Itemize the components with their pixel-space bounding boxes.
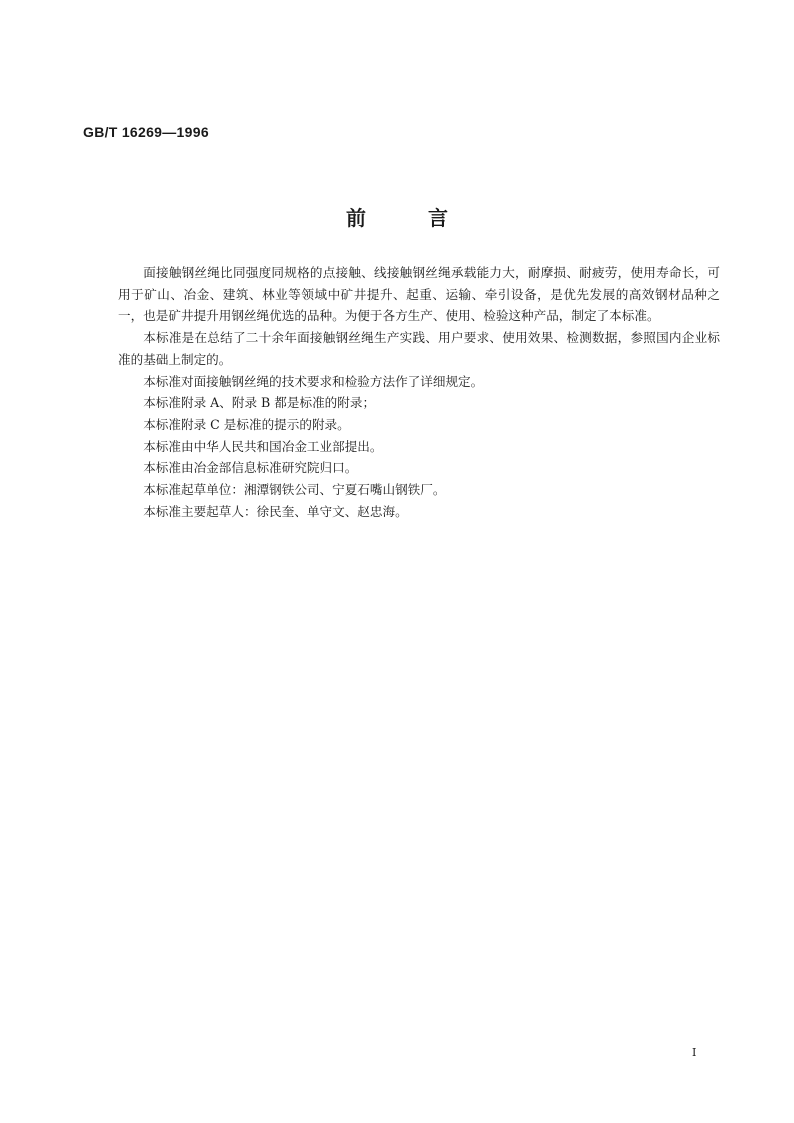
paragraph: 本标准是在总结了二十余年面接触钢丝绳生产实践、用户要求、使用效果、检测数据，参照国内企业标准的基础上制定的。 [118,330,720,367]
title-char-2: 言 [428,206,448,230]
paragraph: 本标准起草单位：湘潭钢铁公司、宁夏石嘴山钢铁厂。 [143,482,446,498]
paragraph: 本标准主要起草人：徐民奎、单守文、赵忠海。 [143,503,408,519]
foreword-body [118,262,720,522]
paragraph: 本标准由中华人民共和国冶金工业部提出。 [143,438,383,454]
paragraph: 本标准附录 C 是标准的提示的附录。 [143,416,350,432]
title-char-1: 前 [346,206,366,230]
page-number: I [692,1046,697,1059]
paragraph: 本标准对面接触钢丝绳的技术要求和检验方法作了详细规定。 [143,373,484,389]
standard-code: GB/T 16269—1996 [83,124,209,140]
paragraph: 面接触钢丝绳比同强度同规格的点接触、线接触钢丝绳承载能力大，耐摩损、耐疲劳，使用寿命长，可用于矿山、冶金、建筑、林业等领域中矿井提升、起重、运输、牵引设备，是优先发展的高效钢材品种之一，也是矿井提升用钢丝绳优选的品种。为便于各方生产、使用、检验这种产品，制定了本标准。 [118,265,720,324]
paragraph: 本标准附录 A、附录 B 都是标准的附录； [143,395,376,411]
paragraph: 本标准由冶金部信息标准研究院归口。 [143,460,358,476]
page-title [0,202,794,231]
